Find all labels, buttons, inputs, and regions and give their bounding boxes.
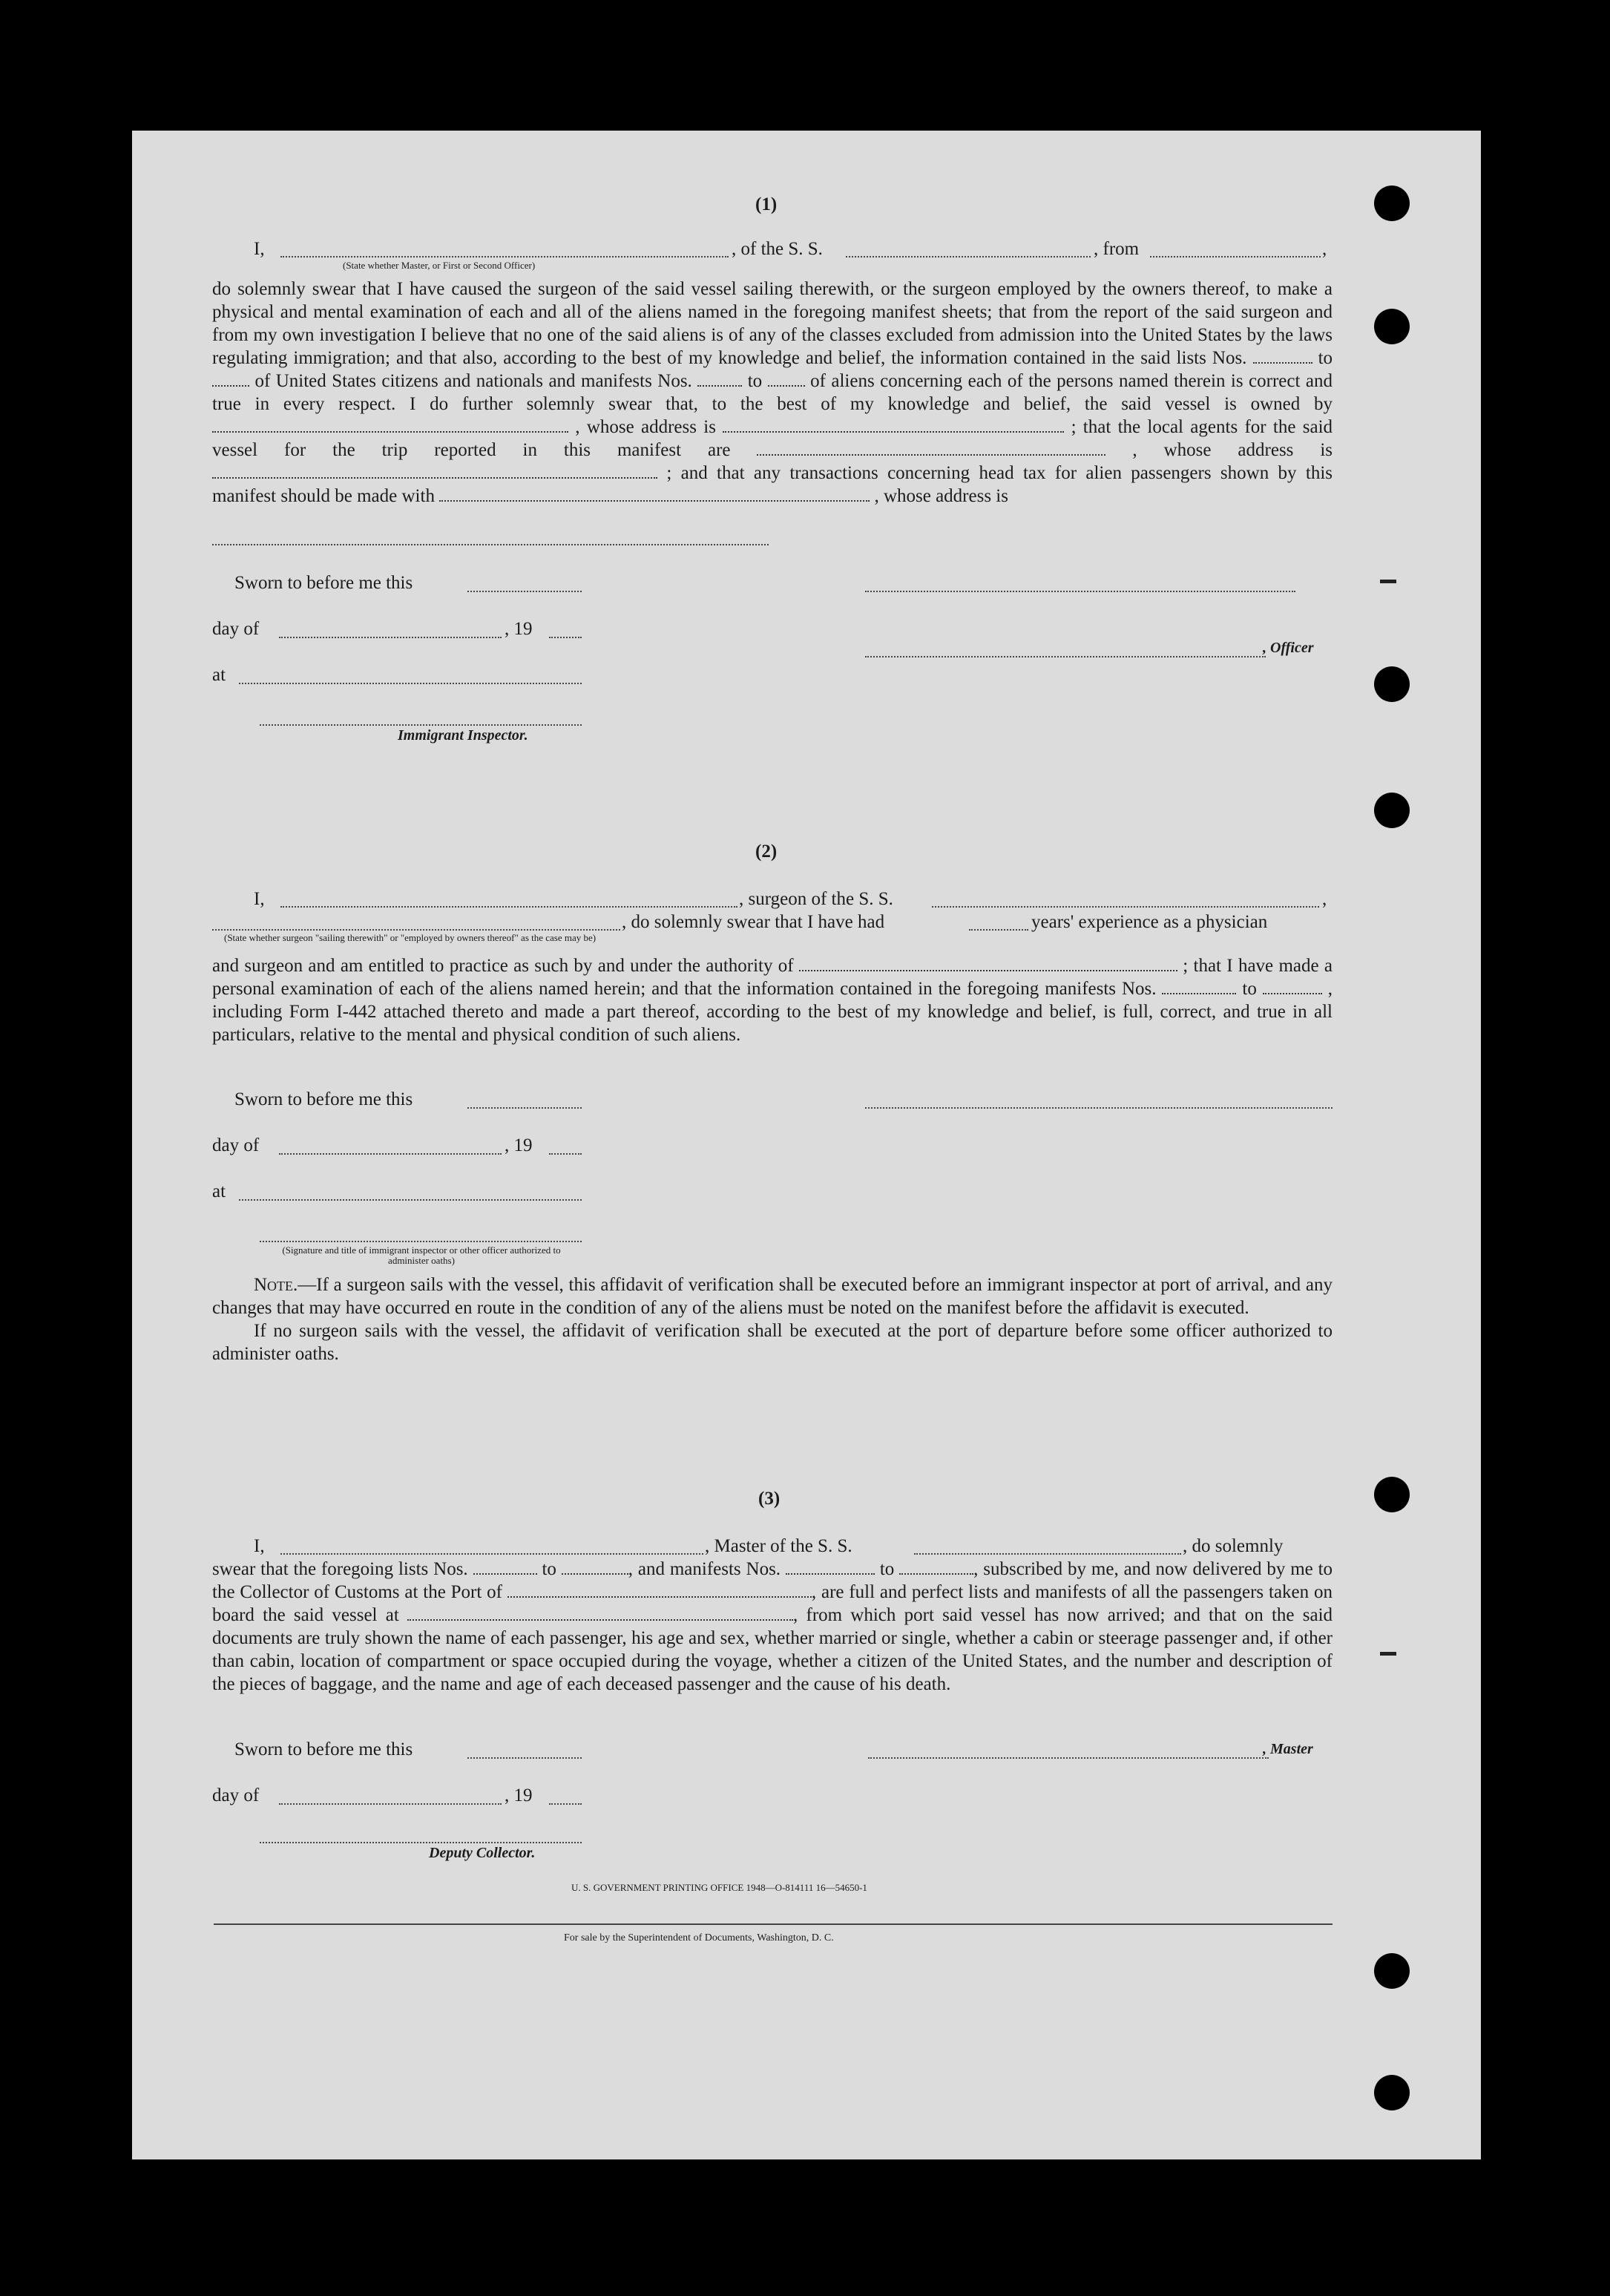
vessel-name-blank[interactable] [846,256,1091,258]
owner-address-blank[interactable] [723,416,1064,433]
punch-hole [1374,1477,1410,1512]
sec1-officer-sig-top[interactable] [865,591,1295,592]
sec2-year-blank[interactable] [549,1153,582,1155]
sec2-sworn-blank[interactable] [467,1107,582,1109]
officer-note: (State whether Master, or First or Second Officer) [343,260,536,271]
citizen-list-from[interactable] [1253,347,1312,364]
section-3-number: (3) [758,1489,781,1509]
sec3-master-label: , Master of the S. S. [705,1536,852,1556]
sec1-year: , 19 [505,619,533,639]
edge-mark [1380,1652,1396,1656]
sec1-day-of: day of [212,619,260,639]
head-tax-blank[interactable] [439,485,870,502]
sec1-body-d: , whose address is [575,417,716,437]
sec1-body-c: of aliens concerning each of the persons named therein is correct and true in every respect. I do further solemnly swear that, to the best of my knowledge and belief, the said vessel is owned by [212,371,1333,414]
sec2-year: , 19 [505,1135,533,1155]
sec2-i: I, [254,889,265,909]
surgeon-name-blank[interactable] [280,906,737,908]
sec3-to-2: to [879,1559,895,1579]
sec3-i: I, [254,1536,265,1556]
collector-label: Deputy Collector. [429,1845,536,1861]
sec1-from-label: , from [1094,239,1140,259]
sec1-line-end: , [1322,239,1327,259]
head-tax-address-blank[interactable] [212,544,769,545]
sec1-body-f: , whose address is [1132,440,1333,460]
sec1-ss-label: , of the S. S. [732,239,823,259]
master-label: , Master [1263,1741,1313,1757]
sec3-to-1: to [542,1559,556,1579]
sec2-at-blank[interactable] [239,1199,582,1201]
sec3-body-b: , and manifests Nos. [628,1559,781,1579]
sec2-sworn: Sworn to before me this [234,1089,413,1109]
sec3-vessel-blank[interactable] [914,1553,1181,1555]
owner-blank[interactable] [212,416,568,433]
sec1-body-b: of United States citizens and nationals and manifests Nos. [254,371,692,391]
alien-manifest-to[interactable] [768,370,805,387]
sec1-body-g: ; and that any transactions concerning head tax for alien passengers shown by this manifest should be made with [212,463,1333,506]
sec2-manifest-to[interactable] [1263,978,1322,994]
inspector-sig[interactable] [260,724,582,726]
master-sig[interactable] [868,1757,1269,1759]
edge-mark [1380,580,1396,583]
punch-hole [1374,2075,1410,2110]
sec3-year-blank[interactable] [549,1803,582,1805]
alien-manifest-from[interactable] [697,370,742,387]
sec1-at-blank[interactable] [239,683,582,684]
authority-blank[interactable] [799,955,1177,971]
officer-blank[interactable] [280,256,729,258]
section-2-number: (2) [755,842,778,862]
sec3-body-c: , subscribed by me, and now delivered by me to the Collector of Customs at the Port of [212,1559,1333,1602]
sec3-sworn: Sworn to before me this [234,1739,413,1759]
sec2-day-of: day of [212,1135,260,1155]
years-experience-blank[interactable] [969,929,1028,931]
sec1-body-a: do solemnly swear that I have caused the surgeon of the said vessel sailing therewith, or the surgeon employed by the owners thereof, to make a physical and mental examination of each and all of the aliens named in the foregoing manifest sheets; that from the report of the said surgeon and from my own investigation I believe that no one of the said aliens is of any of the classes excluded from admission into the United States by the laws regulating immigration; and that also, according to the best of my knowledge and belief, the information contained in the said lists Nos. [212,279,1333,368]
surgeon-status-blank[interactable] [212,929,620,931]
sec2-surgeon-label: , surgeon of the S. S. [739,889,893,909]
sec1-i: I, [254,239,265,259]
embark-port-blank[interactable] [407,1604,793,1621]
sec3-lists-from[interactable] [473,1558,537,1575]
agents-address-blank[interactable] [212,462,657,479]
sec2-at: at [212,1181,226,1201]
from-port-blank[interactable] [1150,256,1321,258]
sec3-sworn-blank[interactable] [467,1757,582,1759]
surgeon-sig[interactable] [865,1107,1333,1109]
sec3-body-a: swear that the foregoing lists Nos. [212,1559,468,1579]
sec1-body [212,278,1333,508]
sec3-body-d: , are full and perfect lists and manifests of all the passengers taken on board the said vessel at [212,1582,1333,1625]
sec2-body-c: , including Form I-442 attached thereto and made a part thereof, according to the best of my knowledge and belief, is full, correct, and true in all particulars, relative to the mental and physical condition of such aliens. [212,979,1333,1045]
note-lead: Note. [254,1275,298,1295]
punch-hole [1374,1953,1410,1989]
sec2-to: to [1242,979,1257,999]
inspector-label: Immigrant Inspector. [398,727,528,744]
surgeon-note: (State whether surgeon "sailing therewith" or "employed by owners thereof" as the case may be) [224,932,597,943]
gpo-imprint: U. S. GOVERNMENT PRINTING OFFICE 1948—O-814111 16—54650-1 [571,1882,867,1893]
sec2-swear: , do solemnly swear that I have had [622,912,885,932]
sec3-year: , 19 [505,1785,533,1805]
sec1-oath-line [254,237,265,260]
punch-hole [1374,186,1410,221]
sec3-body [212,1558,1333,1696]
sec2-years: years' experience as a physician [1031,912,1268,932]
sec2-line-end: , [1322,889,1327,909]
sec1-sworn-blank[interactable] [467,591,582,592]
punch-hole [1374,666,1410,702]
sec3-day-of: day of [212,1785,260,1805]
sec2-vessel-blank[interactable] [932,906,1319,908]
sec2-body [212,954,1333,1046]
officer-label: , Officer [1263,640,1314,656]
sec2-inspector-sig[interactable] [260,1241,582,1242]
sec3-manifest-from[interactable] [786,1558,875,1575]
sec1-to-1: to [1318,348,1333,368]
sec2-body-b: ; that I have made a personal examination of each of the aliens named herein; and that the information contained in the foregoing manifests Nos. [212,956,1333,999]
master-name-blank[interactable] [280,1553,703,1555]
footer-rule [214,1923,1333,1925]
sec2-manifest-from[interactable] [1162,978,1236,994]
sec1-at: at [212,665,226,685]
sec1-to-2: to [747,371,763,391]
sale-notice: For sale by the Superintendent of Documents, Washington, D. C. [564,1932,834,1944]
sec3-manifest-to[interactable] [899,1558,973,1575]
sec1-body-h: , whose address is [874,486,1008,506]
punch-hole [1374,793,1410,828]
local-agents-blank[interactable] [757,439,1105,456]
citizen-list-to[interactable] [212,370,249,387]
port-blank[interactable] [507,1581,812,1598]
sec1-body-e: ; that the local agents for the said vessel for the trip reported in this manifest are [212,417,1333,460]
collector-sig[interactable] [260,1842,582,1843]
sec1-sworn: Sworn to before me this [234,573,413,593]
sec2-sig-note: (Signature and title of immigrant inspector or other officer authorized to administer oaths) [282,1244,561,1266]
sec1-year-blank[interactable] [549,637,582,638]
note-1: —If a surgeon sails with the vessel, this affidavit of verification shall be executed before an immigrant inspector at port of arrival, and any changes that may have occurred en route in the condition of any of the aliens must be noted on the manifest before the affidavit is executed. [212,1275,1333,1318]
sec2-notes [212,1273,1333,1365]
sec2-body-a: and surgeon and am entitled to practice as such by and under the authority of [212,956,794,976]
sec3-lists-to[interactable] [562,1558,628,1575]
sec3-body-e: , from which port said vessel has now arrived; and that on the said documents are truly shown the name of each passenger, his age and sex, whether married or single, whether a cabin or steerage passenger and, if other than cabin, location of compartment or space occupied during the voyage, whether a citizen of the United States, and the number and description of the pieces of baggage, and the name and age of each deceased passenger and the cause of his death. [212,1605,1333,1694]
sec3-day-blank[interactable] [279,1803,502,1805]
punch-hole [1374,309,1410,344]
section-1-number: (1) [755,194,778,214]
note-2: If no surgeon sails with the vessel, the affidavit of verification shall be executed at the port of departure before some officer authorized to administer oaths. [212,1321,1333,1364]
sec1-day-blank[interactable] [279,637,502,638]
sec1-officer-sig[interactable] [865,656,1266,657]
sec3-line-end: , do solemnly [1183,1536,1284,1556]
sec2-day-blank[interactable] [279,1153,502,1155]
